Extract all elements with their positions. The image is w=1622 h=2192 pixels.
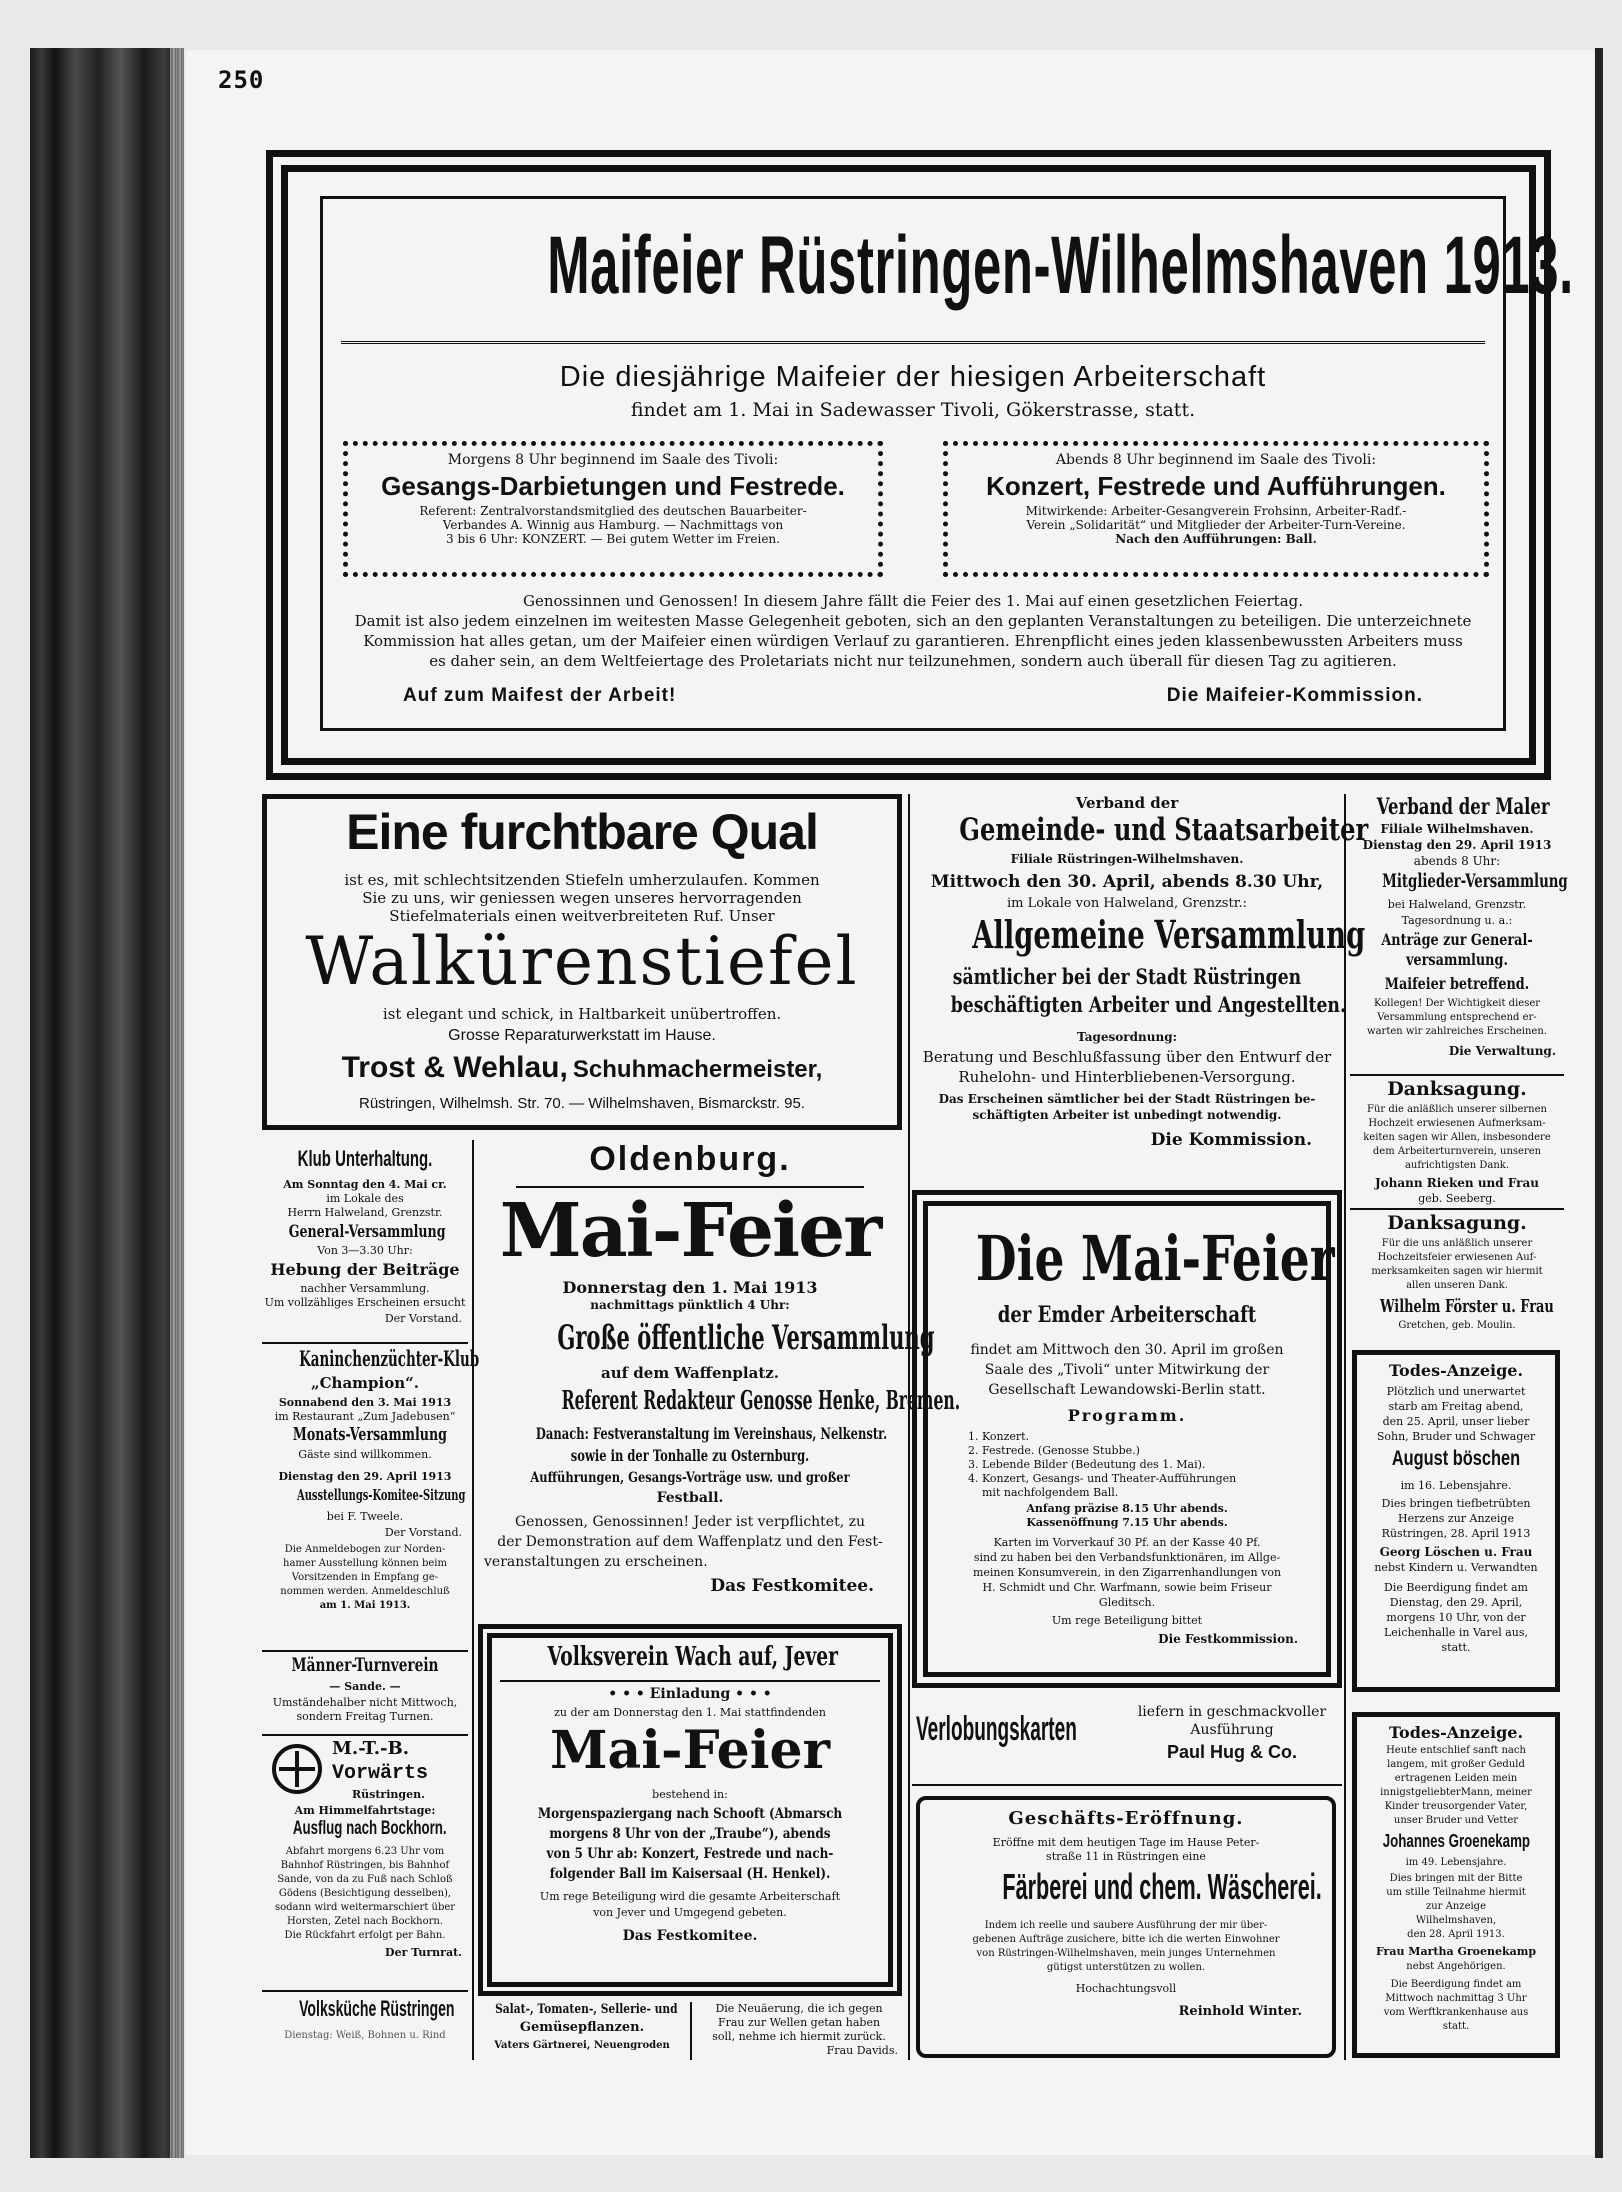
emden-programm: Programm. (1067, 1406, 1187, 1425)
kaninchen-line-10: Die Anmeldebogen zur Norden- (284, 1544, 446, 1555)
todes-1-line-11: Die Beerdigung findet am (1384, 1581, 1528, 1594)
todes-2-name: Johannes Groenekamp (1382, 1831, 1531, 1851)
danksagung-2-line-5: Wilhelm Förster u. Frau (1379, 1296, 1554, 1317)
morning-line-3: 3 bis 6 Uhr: KONZERT. — Bei gutem Wetter im Freien. (446, 532, 780, 546)
danksagung-1 (1350, 1078, 1564, 1208)
maler-line-9: versammlung. (1406, 950, 1508, 969)
maifeier-subtitle-2: findet am 1. Mai in Sadewasser Tivoli, Gökerstrasse, statt. (630, 399, 1196, 421)
oldenburg-line-12: veranstaltungen zu erscheinen. (484, 1554, 708, 1570)
vorwaerts-line-8: Sande, von da zu Fuß nach Schloß (277, 1874, 453, 1885)
todes-1-line-15: statt. (1441, 1641, 1471, 1654)
evening-line-3: Nach den Aufführungen: Ball. (1115, 532, 1317, 546)
salat-ad (476, 2002, 688, 2060)
todes-1-line-6: Dies bringen tiefbetrübten (1381, 1497, 1531, 1510)
gemeinde-ad (912, 794, 1369, 1184)
maler-line-11: Kollegen! Der Wichtigkeit dieser (1373, 998, 1541, 1009)
gemeinde-line-12: Das Erscheinen sämtlicher bei der Stadt Rüstringen be- (938, 1092, 1316, 1106)
maler-rule (1350, 1074, 1564, 1076)
kaninchen-line-4: Monats-Versammlung (292, 1424, 447, 1445)
gemeinde-line-13: schäftigten Arbeiter ist unbedingt notwendig. (972, 1108, 1282, 1122)
jever-line-9: von Jever und Umgegend gebeten. (593, 1906, 787, 1919)
verlobung-heading: Verlobungskarten (916, 1710, 1077, 1748)
faerberei-big-title: Färberei und chem. Wäscherei. (1002, 1866, 1322, 1907)
klub-line-2: im Lokale des (326, 1192, 404, 1205)
emden-program-2: 2. Festrede. (Genosse Stubbe.) (968, 1444, 1140, 1457)
oldenburg-line-9: Festball. (656, 1490, 724, 1506)
emden-subtitle: der Emder Arbeiterschaft (997, 1302, 1257, 1328)
kaninchen-line-1: „Champion“. (310, 1374, 419, 1392)
oldenburg-line-10: Genossen, Genossinnen! Jeder ist verpflichtet, zu (514, 1514, 866, 1530)
emden-line-9: Um rege Beteiligung bittet (1051, 1614, 1203, 1627)
todes-2-line-5: Kinder treusorgender Vater, (1384, 1801, 1528, 1812)
volkskueche-line-1: Dienstag: Weiß, Bohnen u. Rind (284, 2030, 446, 2041)
maler-line-3: Dienstag den 29. April 1913 (1362, 838, 1552, 852)
jever-big-title: Mai-Feier (550, 1720, 830, 1781)
kaninchen-line-8: bei F. Tweele. (326, 1510, 404, 1523)
danksagung-2-line-4: allen unseren Dank. (1406, 1280, 1508, 1291)
danksagung-1-heading: Danksagung. (1387, 1078, 1527, 1100)
todes-1-line-10: nebst Kindern u. Verwandten (1374, 1561, 1538, 1574)
gemeinde-line-8: beschäftigten Arbeiter und Angestellten. (950, 992, 1346, 1017)
vorwaerts-line-10: sodann wird weitermarschiert über (274, 1902, 456, 1913)
vorwaerts-ad (262, 1738, 468, 1992)
jever-line-3: bestehend in: (652, 1788, 728, 1801)
qual-address: Rüstringen, Wilhelmsh. Str. 70. — Wilhelmshaven, Bismarckstr. 95. (359, 1095, 805, 1112)
maler-line-4: abends 8 Uhr: (1413, 854, 1501, 868)
maler-signature: Die Verwaltung. (1448, 1044, 1556, 1058)
klub-ad (262, 1146, 468, 1336)
danksagung-rule (1350, 1208, 1564, 1210)
oldenburg-line-1: Donnerstag den 1. Mai 1913 (562, 1278, 818, 1297)
maenner-rule (262, 1734, 468, 1736)
todes-1-line-7: Herzens zur Anzeige (1398, 1512, 1514, 1525)
vorwaerts-emblem-icon (272, 1744, 322, 1794)
gemeinde-line-4: Mittwoch den 30. April, abends 8.30 Uhr, (930, 872, 1324, 892)
maler-line-2: Filiale Wilhelmshaven. (1380, 822, 1534, 836)
davids-line-3: soll, nehme ich hiermit zurück. (712, 2030, 886, 2043)
vorwaerts-rule (262, 1990, 468, 1992)
vorwaerts-line-11: Horsten, Zetel nach Bockhorn. (286, 1916, 444, 1927)
evening-event-box (943, 441, 1489, 577)
right-page-edge (1595, 48, 1603, 2158)
faerberei-line-6: gütigst unterstützen zu wollen. (1046, 1962, 1206, 1973)
maler-line-5: Mitglieder-Versammlung (1382, 870, 1568, 892)
kaninchen-line-6: Dienstag den 29. April 1913 (278, 1470, 452, 1483)
evening-time: Abends 8 Uhr beginnend im Saale des Tivoli: (1055, 452, 1377, 468)
gemeinde-line-3: Filiale Rüstringen-Wilhelmshaven. (1010, 852, 1244, 866)
kaninchen-signature: Der Vorstand. (384, 1526, 462, 1539)
maifeier-subtitle: Die diesjährige Maifeier der hiesigen Arbeiterschaft (559, 361, 1267, 393)
emden-program-3: 3. Lebende Bilder (Bedeutung des 1. Mai). (968, 1458, 1206, 1471)
todes-2-line-13: Frau Martha Groenekamp (1375, 1945, 1537, 1958)
klub-line-8: Um vollzähliges Erscheinen ersucht (264, 1296, 466, 1309)
danksagung-2-line-6: Gretchen, geb. Moulin. (1398, 1320, 1516, 1331)
jever-line-8: Um rege Beteiligung wird die gesamte Arbeiterschaft (539, 1890, 841, 1903)
gemeinde-line-7: sämtlicher bei der Stadt Rüstringen (952, 964, 1302, 989)
maler-line-6: bei Halweland, Grenzstr. (1387, 898, 1527, 911)
davids-signature: Frau Davids. (826, 2044, 898, 2057)
todes-2-line-2: langem, mit großer Geduld (1387, 1759, 1525, 1770)
todes-2-line-6: unser Bruder und Vetter (1393, 1815, 1519, 1826)
danksagung-1-line-6: Johann Rieken und Frau (1375, 1176, 1539, 1190)
gemeinde-line-10: Beratung und Beschlußfassung über den Entwurf der (922, 1048, 1332, 1066)
morning-heading: Gesangs-Darbietungen und Festrede. (381, 471, 845, 501)
vorwaerts-line-12: Die Rückfahrt erfolgt per Bahn. (284, 1930, 446, 1941)
kaninchen-line-3: im Restaurant „Zum Jadebusen“ (274, 1410, 456, 1423)
jever-line-7: folgender Ball im Kaisersaal (H. Henkel). (549, 1866, 831, 1882)
jever-signature: Das Festkomitee. (622, 1928, 758, 1944)
todes-1-line-14: Leichenhalle in Varel aus, (1383, 1626, 1528, 1639)
klub-line-6: Hebung der Beiträge (270, 1260, 460, 1279)
maler-line-8: Anträge zur General- (1381, 930, 1533, 949)
emden-line-2: Saale des „Tivoli“ unter Mitwirkung der (984, 1362, 1270, 1378)
todes-2-line-18: statt. (1442, 2021, 1470, 2032)
emden-line-7: H. Schmidt und Chr. Warfmann, sowie beim Friseur (982, 1581, 1272, 1594)
emden-line-4: Karten im Vorverkauf 30 Pf. an der Kasse 40 Pf. (993, 1536, 1261, 1549)
todes-2-line-8: Dies bringen mit der Bitte (1389, 1873, 1523, 1884)
body-line-3: Kommission hat alles getan, um der Maifeier einen würdigen Verlauf zu garantieren. Ehrenpflicht eines jeden klassenbewussten Arbeiters muss (363, 632, 1463, 650)
klub-line-1: Am Sonntag den 4. Mai cr. (283, 1178, 447, 1191)
evening-heading: Konzert, Festrede und Aufführungen. (986, 471, 1446, 501)
qual-line-5: Grosse Reparaturwerkstatt im Hause. (448, 1027, 716, 1044)
todes-2-line-3: ertragenen Leiden mein (1394, 1773, 1518, 1784)
vorwaerts-line-4: Am Himmelfahrtstage: (294, 1804, 436, 1817)
jever-line-6: von 5 Uhr ab: Konzert, Festrede und nach- (546, 1846, 834, 1862)
qual-firm-line (267, 1051, 897, 1085)
danksagung-1-line-5: aufrichtigsten Dank. (1404, 1160, 1510, 1171)
salat-line-1: Salat-, Tomaten-, Sellerie- und (495, 2002, 678, 2017)
maler-line-10: Maifeier betreffend. (1384, 974, 1530, 993)
faerberei-line-4: gebenen Aufträge zusichere, bitte ich die werten Einwohner (972, 1934, 1280, 1945)
vorwaerts-line-6: Abfahrt morgens 6.23 Uhr vom (285, 1846, 445, 1857)
todes-2-line-12: den 28. April 1913. (1407, 1929, 1505, 1940)
kaninchen-line-2: Sonnabend den 3. Mai 1913 (278, 1396, 452, 1409)
verlobung-rule (912, 1784, 1342, 1786)
emden-ad (912, 1190, 1342, 1688)
body-line-2: Damit ist also jedem einzelnen im weitesten Masse Gelegenheit geboten, sich an den geplanten Veranstaltungen zu beteiligen. Die unterzeichnete (354, 612, 1472, 630)
morning-event-box (343, 441, 883, 577)
qual-firm-2: Schuhmachermeister, (572, 1056, 823, 1083)
todes-2-line-7: im 49. Lebensjahre. (1405, 1857, 1507, 1868)
klub-line-3: Herrn Halweland, Grenzstr. (287, 1206, 443, 1219)
danksagung-1-line-3: keiten sagen wir Allen, insbesondere (1363, 1132, 1551, 1143)
gemeinde-headline: Allgemeine Versammlung (972, 912, 1366, 957)
maler-title: Verband der Maler (1376, 794, 1550, 820)
volkskueche-ad (262, 1994, 468, 2060)
maenner-heading: Männer-Turnverein (291, 1654, 439, 1676)
qual-line-1: ist es, mit schlechtsitzenden Stiefeln umherzulaufen. Kommen (344, 871, 820, 889)
qual-line-4: ist elegant und schick, in Haltbarkeit unübertroffen. (382, 1005, 782, 1023)
column-divider-2 (1344, 794, 1346, 2060)
oldenburg-line-8: Aufführungen, Gesangs-Vorträge usw. und großer (530, 1470, 850, 1486)
emden-big-title: Die Mai-Feier (975, 1222, 1335, 1295)
jever-line-1: • • • Einladung • • • (608, 1686, 772, 1702)
qual-line-3: Stiefelmaterials einen weitverbreiteten Ruf. Unser (389, 907, 775, 925)
kaninchen-line-11: hamer Ausstellung können beim (283, 1558, 447, 1569)
jever-line-5: morgens 8 Uhr von der „Traube“), abends (549, 1826, 831, 1842)
jever-ad (478, 1624, 902, 1996)
faerberei-heading: Geschäfts-Eröffnung. (1008, 1808, 1244, 1829)
gemeinde-line-11: Ruhelohn- und Hinterbliebenen-Versorgung. (958, 1068, 1296, 1086)
todes-2-line-14: nebst Angehörigen. (1406, 1961, 1506, 1972)
faerberei-line-1: Eröffne mit dem heutigen Tage im Hause Peter- (992, 1836, 1260, 1849)
verlobung-line-1: liefern in geschmackvoller (1137, 1704, 1327, 1720)
davids-line-2: Frau zur Wellen getan haben (717, 2016, 881, 2029)
emden-line-5: sind zu haben bei den Verbandsfunktionären, im Allge- (973, 1551, 1281, 1564)
jever-line-4: Morgenspaziergang nach Schooft (Abmarsch (537, 1806, 843, 1822)
maifeier-signature: Die Maifeier-Kommission. (1166, 685, 1423, 706)
emden-program-1: 1. Konzert. (968, 1430, 1030, 1443)
faerberei-line-2: straße 11 in Rüstringen eine (1046, 1850, 1206, 1863)
todes-2-line-9: um stille Teilnahme hiermit (1386, 1887, 1526, 1898)
faerberei-signature: Reinhold Winter. (1178, 2004, 1302, 2019)
todes-2-line-10: zur Anzeige (1425, 1901, 1487, 1912)
qual-product: Walkürenstiefel (305, 923, 859, 1000)
klub-rule (262, 1342, 468, 1344)
gemeinde-line-1: Verband der (1075, 794, 1179, 812)
faerberei-ad (916, 1796, 1336, 2058)
emden-program-4: 4. Konzert, Gesangs- und Theater-Aufführungen (968, 1472, 1237, 1485)
verlobung-line-2: Ausführung (1190, 1722, 1274, 1738)
jever-line-2: zu der am Donnerstag den 1. Mai stattfindenden (554, 1706, 826, 1719)
todes-2-line-17: vom Werftkrankenhause aus (1383, 2007, 1529, 2018)
volkskueche-heading: Volksküche Rüstringen (299, 1996, 455, 2021)
danksagung-2-line-2: Hochzeitsfeier erwiesenen Auf- (1377, 1252, 1537, 1263)
maenner-line-3: sondern Freitag Turnen. (296, 1710, 434, 1723)
klub-heading: Klub Unterhaltung. (297, 1146, 433, 1171)
todes-1-line-4: Sohn, Bruder und Schwager (1376, 1430, 1536, 1443)
todes-1-line-12: Dienstag, den 29. April, (1389, 1596, 1523, 1609)
emden-line-3: Gesellschaft Lewandowski-Berlin statt. (988, 1382, 1266, 1398)
vorwaerts-line-1: M.-T.-B. (332, 1738, 409, 1759)
todes-1-name: August böschen (1391, 1447, 1521, 1470)
oldenburg-line-11: der Demonstration auf dem Waffenplatz und den Fest- (497, 1534, 883, 1550)
emden-program-5: mit nachfolgendem Ball. (982, 1486, 1119, 1499)
kaninchen-heading: Kaninchenzüchter-Klub (299, 1346, 480, 1371)
vorwaerts-line-2: Vorwärts (332, 1762, 429, 1785)
maenner-line-1: — Sande. — (329, 1680, 401, 1693)
kaninchen-line-14: am 1. Mai 1913. (319, 1600, 411, 1611)
qual-line-2: Sie zu uns, wir geniessen wegen unseres hervorragenden (362, 889, 802, 907)
jever-rule (500, 1680, 880, 1682)
vorwaerts-line-3: Rüstringen. (352, 1788, 425, 1801)
klub-line-5: Von 3—3.30 Uhr: (317, 1244, 413, 1257)
oldenburg-big-title: Mai-Feier (499, 1188, 881, 1274)
oldenburg-signature: Das Festkomitee. (710, 1576, 874, 1596)
todes-1-line-3: den 25. April, unser lieber (1382, 1415, 1530, 1428)
maenner-ad (262, 1654, 468, 1734)
kaninchen-line-7: Ausstellungs-Komitee-Sitzung (297, 1486, 466, 1504)
vorwaerts-line-9: Gödens (Besichtigung desselben), (278, 1888, 452, 1899)
danksagung-1-line-2: Hochzeit erwiesenen Aufmerksam- (1368, 1118, 1546, 1129)
todes-1-line-9: Georg Löschen u. Frau (1379, 1545, 1533, 1559)
todes-1-heading: Todes-Anzeige. (1388, 1361, 1524, 1380)
danksagung-2 (1350, 1212, 1564, 1340)
page-edges (170, 48, 184, 2158)
todes-2-line-16: Mittwoch nachmittag 3 Uhr (1385, 1993, 1527, 2004)
maler-line-12: Versammlung entsprechend er- (1377, 1012, 1537, 1023)
faerberei-line-3: Indem ich reelle und saubere Ausführung der mir über- (984, 1920, 1268, 1931)
column-divider-1 (908, 794, 910, 2060)
todes-anzeige-1 (1352, 1350, 1560, 1692)
todes-2-line-11: Wilhelmshaven, (1415, 1915, 1497, 1926)
verlobung-line-3: Paul Hug & Co. (1167, 1742, 1297, 1762)
danksagung-2-heading: Danksagung. (1387, 1212, 1527, 1234)
kaninchen-ad (262, 1346, 480, 1652)
danksagung-2-line-3: merksamkeiten sagen wir hiermit (1371, 1266, 1543, 1277)
evening-line-2: Verein „Solidarität“ und Mitglieder der Arbeiter-Turn-Vereine. (1026, 518, 1406, 532)
column-divider-3 (472, 1140, 474, 2060)
gemeinde-line-5: im Lokale von Halweland, Grenzstr.: (1006, 896, 1247, 911)
maifeier-announcement (320, 196, 1574, 731)
kaninchen-rule (262, 1650, 468, 1652)
maenner-line-2: Umständehalber nicht Mittwoch, (272, 1696, 458, 1709)
gemeinde-title: Gemeinde- und Staatsarbeiter (959, 812, 1369, 848)
emden-program-7: Kassenöffnung 7.15 Uhr abends. (1026, 1516, 1228, 1529)
maler-ad (1350, 794, 1568, 1084)
todes-2-heading: Todes-Anzeige. (1388, 1723, 1524, 1742)
jever-heading: Volksverein Wach auf, Jever (547, 1642, 839, 1672)
danksagung-1-line-7: geb. Seeberg. (1418, 1192, 1496, 1205)
emden-signature: Die Festkommission. (1158, 1632, 1298, 1646)
todes-1-line-1: Plötzlich und unerwartet (1386, 1385, 1526, 1398)
book-spine (30, 48, 182, 2158)
maifeier-title: Maifeier Rüstringen-Wilhelmshaven 1913. (547, 220, 1574, 311)
faerberei-line-5: von Rüstringen-Wilhelmshaven, mein junges Unternehmen (976, 1948, 1276, 1959)
body-line-1: Genossinnen und Genossen! In diesem Jahre fällt die Feier des 1. Mai auf einen gesetzlichen Feiertag. (522, 592, 1304, 610)
maler-line-13: warten wir zahlreiches Erscheinen. (1367, 1026, 1547, 1037)
danksagung-2-line-1: Für die uns anläßlich unserer (1381, 1238, 1533, 1249)
morning-line-1: Referent: Zentralvorstandsmitglied des deutschen Bauarbeiter- (419, 504, 807, 518)
emden-line-1: findet am Mittwoch den 30. April im großen (970, 1342, 1284, 1358)
oldenburg-line-6: Danach: Festveranstaltung im Vereinshaus, Nelkenstr. (535, 1424, 888, 1443)
todes-1-line-2: starb am Freitag abend, (1388, 1400, 1524, 1413)
danksagung-1-line-1: Für die anläßlich unserer silbernen (1367, 1104, 1547, 1115)
oldenburg-line-2: nachmittags pünktlich 4 Uhr: (590, 1298, 790, 1312)
emden-line-6: meinen Konsumverein, in den Zigarrenhandlungen von (972, 1566, 1282, 1579)
klub-line-4: General-Versammlung (288, 1222, 446, 1242)
page-number: 250 (218, 66, 265, 94)
maler-line-7: Tagesordnung u. a.: (1401, 914, 1513, 927)
oldenburg-heading: Oldenburg. (589, 1140, 791, 1178)
davids-ad (694, 2002, 904, 2060)
klub-signature: Der Vorstand. (384, 1312, 462, 1325)
todes-2-line-4: innigstgeliebterMann, meiner (1380, 1787, 1532, 1798)
gemeinde-signature: Die Kommission. (1150, 1130, 1312, 1150)
todes-1-line-5: im 16. Lebensjahre. (1400, 1479, 1512, 1492)
body-line-4: es daher sein, an dem Weltfeiertage des Proletariats nicht nur teilzunehmen, sondern auch überall für diesen Tag zu agitieren. (429, 652, 1397, 670)
verlobung-ad (912, 1700, 1342, 1788)
kaninchen-line-13: nommen werden. Anmeldeschluß (280, 1586, 450, 1597)
faerberei-line-7: Hochachtungsvoll (1075, 1982, 1177, 1995)
todes-2-line-15: Die Beerdigung findet am (1390, 1979, 1522, 1990)
vorwaerts-line-7: Bahnhof Rüstringen, bis Bahnhof (280, 1860, 450, 1871)
qual-ad (262, 794, 902, 1130)
vorwaerts-signature: Der Turnrat. (385, 1946, 462, 1959)
salat-line-2: Gemüsepflanzen. (519, 2020, 645, 2035)
oldenburg-line-5: Referent Redakteur Genosse Henke, Bremen. (561, 1386, 961, 1416)
oldenburg-line-4: auf dem Waffenplatz. (600, 1364, 780, 1382)
vorwaerts-line-5: Ausflug nach Bockhorn. (292, 1818, 447, 1839)
maifeier-slogan: Auf zum Maifest der Arbeit! (403, 685, 677, 706)
emden-line-8: Gleditsch. (1098, 1596, 1156, 1609)
todes-1-line-8: Rüstringen, 28. April 1913 (1381, 1527, 1531, 1540)
maifeier-body (341, 591, 1485, 671)
klub-line-7: nachher Versammlung. (300, 1282, 430, 1295)
kaninchen-line-12: Vorsitzenden in Empfang ge- (291, 1572, 439, 1583)
morning-line-2: Verbandes A. Winnig aus Hamburg. — Nachmittags von (442, 518, 784, 532)
todes-2-line-1: Heute entschlief sanft nach (1386, 1745, 1526, 1756)
salat-line-3: Vaters Gärtnerei, Neuengroden (494, 2040, 670, 2051)
emden-program-6: Anfang präzise 8.15 Uhr abends. (1026, 1502, 1228, 1515)
danksagung-1-line-4: dem Arbeiterturnverein, unseren (1372, 1146, 1542, 1157)
kaninchen-line-5: Gäste sind willkommen. (298, 1448, 432, 1461)
todes-anzeige-2 (1352, 1712, 1560, 2058)
qual-firm: Trost & Wehlau, (341, 1051, 568, 1084)
todes-1-line-13: morgens 10 Uhr, von der (1386, 1611, 1526, 1624)
oldenburg-line-7: sowie in der Tonhalle zu Osternburg. (570, 1446, 810, 1465)
oldenburg-ad (476, 1140, 961, 1616)
gemeinde-line-9: Tagesordnung: (1076, 1030, 1178, 1044)
salat-divider (690, 2002, 692, 2060)
qual-headline: Eine furchtbare Qual (346, 804, 818, 860)
davids-line-1: Die Neuäerung, die ich gegen (715, 2002, 883, 2015)
evening-line-1: Mitwirkende: Arbeiter-Gesangverein Frohsinn, Arbeiter-Radf.- (1025, 504, 1407, 518)
morning-time: Morgens 8 Uhr beginnend im Saale des Tivoli: (447, 452, 779, 468)
title-rule (341, 341, 1485, 344)
oldenburg-line-3: Große öffentliche Versammlung (557, 1318, 935, 1358)
